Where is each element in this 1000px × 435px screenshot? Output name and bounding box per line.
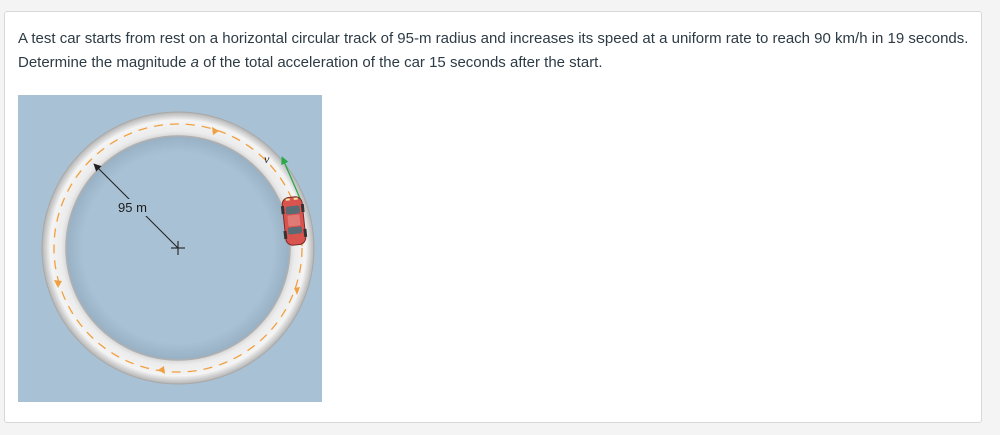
track-figure bbox=[18, 95, 322, 402]
acceleration-variable: a bbox=[190, 54, 199, 71]
question-card bbox=[4, 11, 982, 423]
velocity-label: v bbox=[264, 152, 270, 166]
question-text-part1: A test car starts from rest on a horizontal circular track of 95-m radius and increases its speed at a uniform rate to reach 90 km/h in 19 seconds. Determine the magnitude bbox=[18, 30, 969, 71]
track-diagram bbox=[18, 95, 322, 402]
car-windshield bbox=[285, 205, 300, 214]
car-roof bbox=[287, 214, 300, 226]
question-text bbox=[18, 27, 978, 75]
car-headlight bbox=[294, 197, 298, 199]
car-rear-window bbox=[288, 226, 303, 234]
radius-label: 95 m bbox=[118, 200, 147, 215]
question-text-part2: of the total acceleration of the car 15 seconds after the start. bbox=[198, 54, 603, 71]
car-headlight bbox=[286, 198, 290, 200]
